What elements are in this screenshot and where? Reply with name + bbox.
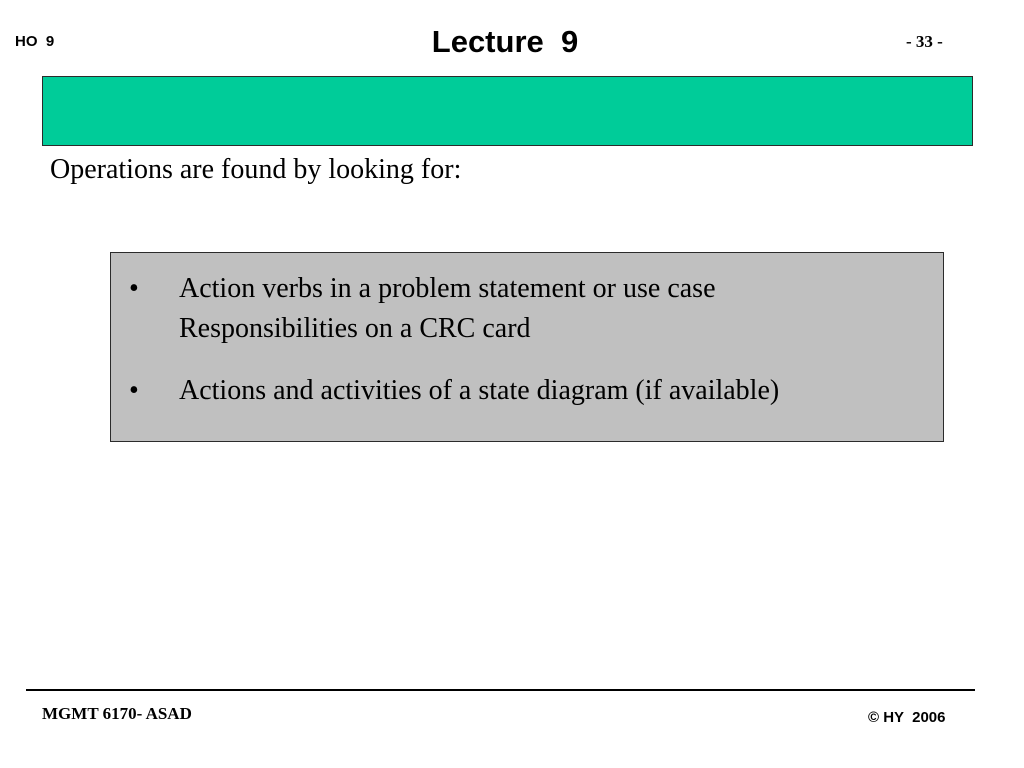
handout-label: HO 9: [15, 33, 55, 50]
bullet-item: [129, 269, 716, 349]
bullet-text: Actions and activities of a state diagram (if available): [179, 375, 780, 406]
lecture-title: Lecture 9: [431, 24, 579, 59]
bullet-mark: •: [129, 273, 139, 304]
copyright-label: © HY 2006: [868, 709, 946, 726]
bullet-item: [129, 371, 779, 411]
bullet-mark: •: [129, 375, 139, 406]
page-number: - 33 -: [906, 32, 943, 51]
title-banner: [42, 76, 973, 146]
bullet-text: Action verbs in a problem statement or use case Responsibilities on a CRC card: [179, 273, 716, 344]
bullet-box: [110, 252, 944, 442]
course-label: MGMT 6170- ASAD: [42, 704, 192, 723]
intro-text: Operations are found by looking for:: [50, 154, 462, 185]
footer-divider: [26, 689, 975, 691]
